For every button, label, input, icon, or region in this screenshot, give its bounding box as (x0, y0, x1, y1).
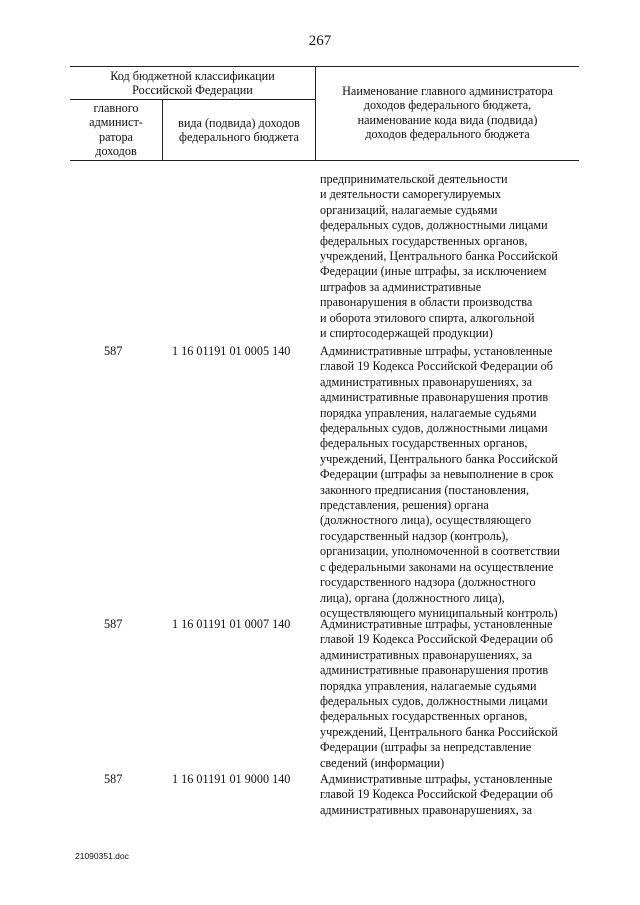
row-description: Административные штрафы, установленные главой 19 Кодекса Российской Федерации об административных правонарушениях, за (320, 772, 553, 817)
row-admin-code: 587 (104, 344, 123, 358)
kind-column-header: вида (подвида) доходов федерального бюджета (178, 116, 300, 145)
kbk-title: Код бюджетной классификации Российской Федерации (110, 69, 275, 98)
header-top-border (70, 66, 579, 67)
page-number: 267 (308, 33, 332, 49)
row-admin-code: 587 (104, 617, 123, 631)
admin-column-header: главного админист- ратора доходов (89, 101, 143, 158)
name-column-header: Наименование главного администратора доходов федерального бюджета, наименование кода вида (подвида) доходов федерального бюджета (342, 84, 553, 141)
row-description: Административные штрафы, установленные главой 19 Кодекса Российской Федерации об административных правонарушениях, за административные правонарушения против порядка управления, налагаемые судьями федеральных судов, должностными лицами федеральных государственных органов, учреждений, Центрального банка Российской Федерации (штрафы за непредставление сведений (информации) (320, 617, 558, 770)
row-kbk-code: 1 16 01191 01 0007 140 (172, 617, 291, 631)
row-kbk-code: 1 16 01191 01 9000 140 (172, 772, 291, 786)
row-kbk-code: 1 16 01191 01 0005 140 (172, 344, 291, 358)
kbk-divider (70, 99, 315, 100)
row-admin-code: 587 (104, 772, 123, 786)
row-description: Административные штрафы, установленные главой 19 Кодекса Российской Федерации об административных правонарушениях, за административные правонарушения против порядка управления, налагаемые судьями федеральных судов, должностными лицами федеральных государственных органов, учреждений, Центрального банка Российской Федерации (штрафы за невыполнение в срок законного предписания (постановления, представления, решения) органа (должностного лица), осуществляющего государственный надзор (контроль), организации, уполномоченной в соответствии с федеральными законами на осуществление государственного надзора (должностного лица), органа (должностного лица), осуществляющего муниципальный контроль) (320, 344, 560, 620)
document-footer: 21090351.doc (75, 851, 129, 861)
row-description: предпринимательской деятельности и деятельности саморегулируемых организаций, налагаемые судьями федеральных судов, должностными лицами федеральных государственных органов, учреждений, Центрального банка Российской Федерации (иные штрафы, за исключением штрафов за административные правонарушения в области производства и оборота этилового спирта, алкогольной и спиртосодержащей продукции) (320, 172, 558, 341)
header-bottom-border (70, 160, 579, 161)
